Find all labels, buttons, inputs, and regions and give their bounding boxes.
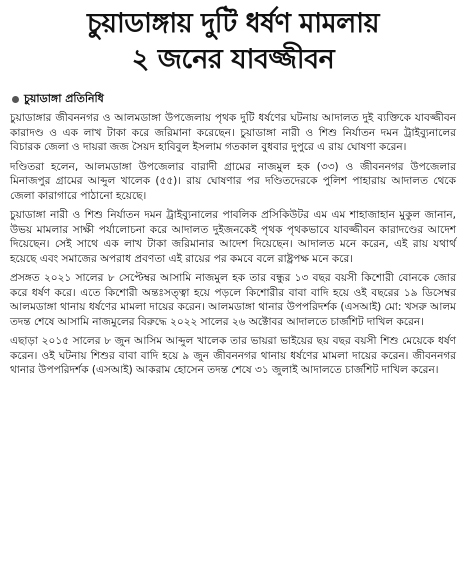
headline-line-2: ২ জনের যাবজ্জীবন [131,44,335,75]
paragraph-5: এছাড়া ২০১৫ সালের ৮ জুন আসিম আব্দুল খালেক তার ভায়রা ভাইয়ের ছয় বছর বয়সী শিশু মেয়েকে ধর্ষণ করেন। ওই ঘটনায় শিশুর বাবা বাদি হয়ে ৯ জুন জীবননগর থানায় ধর্ষণের মামলা দায়ের করেন। জীবননগর থানার উপপরিদর্শক (এসআই) আকরাম হোসেন তদন্ত শেষে ৩১ জুলাই আদালতে চার্জশিট দাখিল করেন। [10,335,456,376]
paragraph-2: দণ্ডিতরা হলেন, আলমডাঙ্গা উপজেলার বারাদী গ্রামের নাজমুল হক (৩৩) ও জীবননগর উপজেলার মিনাজপুর গ্রামের আব্দুল খালেক (৫৫)। রায় ঘোষণার পর দণ্ডিতদেরকে পুলিশ পাহারায় আদালত থেকে জেলা কারাগারে পাঠানো হয়েছে। [10,160,456,202]
paragraph-3: চুয়াডাঙ্গা নারী ও শিশু নির্যাতন দমন ট্রাইব্যুনালের পাবলিক প্রসিকিউটর এম এম শাহাজাহান মুকুল জানান, উভয় মামলার সাক্ষী পর্যালোচনা করে আদালত দুইজনকেই পৃথক পৃথকভাবে যাবজ্জীবন কারাদণ্ডের আদেশ দিয়েছেন। সেই সাথে এক লাখ টাকা জরিমানার আদেশ দিয়েছেন। আদালত মনে করেন, এই রায় যথার্থ হয়েছে এবং সমাজের অপরাধ প্রবণতা এই রায়ের পর কমবে বলে রাষ্ট্রপক্ষ মনে করে। [10,209,456,265]
headline-line-1: চুয়াডাঙ্গায় দুটি ধর্ষণ মামলায় [87,8,379,39]
paragraph-4: প্রসঙ্গত ২০২১ সালের ৮ সেপ্টেম্বর আসামি নাজমুল হক তার বন্ধুর ১৩ বছর বয়সী কিশোরী বোনকে জোর করে ধর্ষণ করে। এতে কিশোরী অন্তঃসত্ত্বা হয়ে পড়লে কিশোরীর বাবা বাদি হয়ে ওই বছরের ১৯ ডিসেম্বর আলমডাঙ্গা থানায় ধর্ষণের মামলা দায়ের করেন। আলমডাঙ্গা থানার উপপরিদর্শক (এসআই) মো: খসরু আলম তদন্ত শেষে আসামি নাজমুলের বিরুদ্ধে ২০২২ সালের ২৬ অক্টোবর আদালতে চার্জশিট দাখিল করেন। [10,272,456,328]
bullet-icon [12,96,19,103]
byline [12,90,456,109]
byline-text: চুয়াডাঙ্গা প্রতিনিধি [24,92,104,105]
article-body [10,111,456,378]
headline [10,6,456,78]
paragraph-1: চুয়াডাঙ্গার জীবননগর ও আলমডাঙ্গা উপজেলায় পৃথক দুটি ধর্ষণের ঘটনায় আদালত দুই ব্যক্তিকে যাবজ্জীবন কারাদণ্ড ও এক লাখ টাকা করে জরিমানা করেছেন। চুয়াডাঙ্গা নারী ও শিশু নির্যাতন দমন ট্রাইব্যুনালের বিচারক জেলা ও দায়রা জজ সৈয়দ হাবিবুল ইসলাম গতকাল বুধবার দুপুরে এ রায় ঘোষণা করেন। [10,112,456,153]
